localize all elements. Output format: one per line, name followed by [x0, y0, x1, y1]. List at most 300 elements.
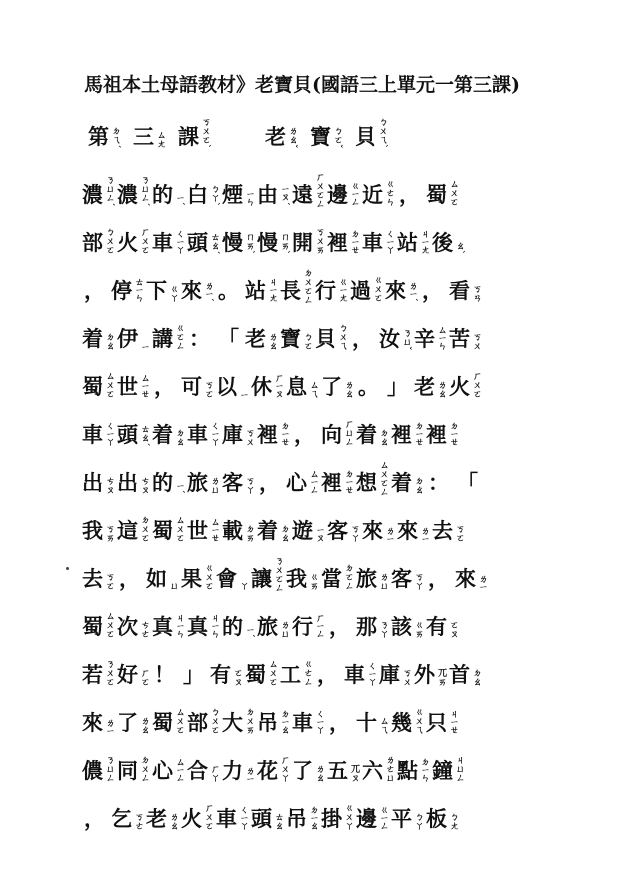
zhuyin-annotation: ㄉㄠ — [174, 428, 184, 446]
annotated-character — [379, 326, 410, 352]
annotated-character — [117, 422, 148, 448]
annotated-character — [362, 518, 393, 544]
annotated-character — [327, 758, 358, 784]
annotated-character — [391, 707, 422, 736]
han-character: 慢 — [257, 230, 278, 255]
han-character: 外 — [414, 662, 435, 687]
zhuyin-annotation: ㄎㄢ — [471, 284, 481, 302]
han-character: 煙 — [222, 182, 243, 207]
annotated-character — [82, 326, 113, 352]
han-character: 合 — [187, 758, 208, 783]
zhuyin-annotation: ㄎㄚ — [244, 476, 254, 494]
zhuyin-annotation: ㄐㄧㄤ — [419, 228, 429, 254]
han-character: 掛 — [321, 806, 342, 831]
zhuyin-annotation: ㄍㄨㄛ — [203, 563, 213, 590]
zhuyin-annotation: ㄏㄛ — [139, 668, 149, 686]
han-character: 蜀 — [82, 374, 103, 399]
zhuyin-annotation: ㄉㄞ — [244, 524, 254, 542]
annotated-character — [449, 278, 480, 304]
han-character: 遠 — [292, 182, 313, 207]
zhuyin-annotation: ㄩ — [168, 581, 178, 590]
annotated-character — [449, 662, 480, 688]
annotated-character — [251, 373, 282, 400]
han-character: 濃 — [117, 182, 138, 207]
zhuyin-annotation: ㄉㄧㄝ — [279, 420, 289, 446]
zhuyin-annotation: ㄌㄠ — [343, 380, 353, 398]
han-character: 過 — [350, 278, 371, 303]
punctuation: 「 — [457, 470, 478, 495]
zhuyin-annotation: ㄊㄠˊ — [139, 423, 149, 446]
zhuyin-annotation: ㄠˋ — [454, 240, 464, 254]
zhuyin-annotation: ㄅㄨㄛ — [209, 707, 219, 734]
annotated-character — [222, 758, 253, 784]
annotated-character — [286, 805, 317, 832]
han-character: 看 — [449, 278, 470, 303]
punctuation: 」 — [183, 662, 204, 687]
han-character: 來 — [397, 518, 418, 543]
text-line — [82, 256, 552, 304]
annotated-character — [391, 421, 422, 448]
han-character: 裡 — [257, 422, 278, 447]
zhuyin-annotation: ㄉㄠ — [413, 476, 423, 494]
zhuyin-annotation: ㄙㄟ — [308, 380, 318, 398]
zhuyin-annotation: ㄎㄨㄛˋ — [200, 116, 210, 148]
annotated-character — [449, 371, 480, 400]
annotated-character — [210, 662, 241, 688]
han-character: 有 — [210, 662, 231, 687]
han-character: 儂 — [82, 758, 103, 783]
annotated-character — [117, 515, 148, 544]
han-character: 世 — [117, 374, 138, 399]
annotated-character — [187, 421, 218, 448]
han-character: 裡 — [321, 470, 342, 495]
annotated-character — [391, 614, 422, 640]
annotated-character — [327, 229, 358, 256]
annotated-character — [117, 470, 148, 496]
annotated-character — [414, 325, 445, 352]
han-character: 這 — [117, 518, 138, 543]
zhuyin-annotation: ㄏㄩㄥ — [343, 419, 353, 446]
zhuyin-annotation: ㄍㄧㄥ — [349, 180, 359, 206]
han-character: 車 — [152, 230, 173, 255]
han-character: 着 — [391, 470, 412, 495]
annotated-character — [152, 323, 183, 352]
annotated-character — [257, 755, 288, 784]
han-character: 首 — [449, 662, 470, 687]
text-line — [82, 640, 552, 688]
lesson-title — [88, 116, 528, 150]
annotated-character — [82, 659, 113, 688]
han-character: 真 — [152, 614, 173, 639]
han-character: 有 — [426, 614, 447, 639]
han-character: 的 — [152, 470, 173, 495]
annotated-character — [152, 422, 183, 448]
zhuyin-annotation: ㄙㄨㄛ — [448, 179, 458, 206]
zhuyin-annotation: ㄍㄞ — [308, 572, 318, 590]
han-character: 那 — [356, 614, 377, 639]
han-character: 讓 — [251, 566, 272, 591]
annotated-character — [362, 755, 393, 784]
annotated-character — [82, 470, 113, 496]
han-character: 老 — [265, 124, 286, 149]
annotated-character — [426, 806, 457, 832]
annotated-character — [385, 278, 416, 304]
zhuyin-annotation: ㄌㄠ — [267, 332, 277, 350]
annotated-character — [414, 374, 445, 400]
punctuation: 。 — [218, 278, 239, 303]
han-character: 載 — [222, 518, 243, 543]
han-character: 頭 — [117, 422, 138, 447]
han-character: 老 — [245, 326, 266, 351]
annotated-character — [315, 323, 346, 352]
annotated-character — [245, 326, 276, 352]
han-character: 乞 — [111, 806, 132, 831]
zhuyin-annotation: ㄉㄛㄥ — [343, 563, 353, 590]
han-character: 頭 — [251, 806, 272, 831]
han-character: 了 — [117, 710, 138, 735]
han-character: 車 — [362, 230, 383, 255]
annotated-character — [379, 662, 410, 688]
annotated-character — [286, 566, 317, 592]
annotated-character — [350, 275, 381, 304]
annotated-character — [146, 566, 177, 592]
punctuation: ： — [428, 470, 449, 495]
annotated-character — [432, 230, 463, 256]
annotated-character — [391, 470, 422, 496]
han-character: 次 — [117, 614, 138, 639]
annotated-character — [455, 566, 486, 592]
zhuyin-annotation: ㄌㄧˊ — [203, 281, 213, 302]
zhuyin-annotation: ㄍㄨㄟ — [413, 707, 423, 734]
annotated-character — [222, 518, 253, 544]
annotated-character — [187, 707, 218, 736]
zhuyin-annotation: ㄌㄠˇ — [287, 125, 297, 148]
annotated-character — [344, 661, 375, 688]
annotated-character — [187, 758, 218, 784]
annotated-character — [181, 563, 212, 592]
han-character: 邊 — [327, 182, 348, 207]
punctuation: ： — [189, 326, 210, 351]
han-character: 客 — [222, 470, 243, 495]
han-character: 火 — [181, 806, 202, 831]
han-character: 頭 — [187, 230, 208, 255]
han-character: 行 — [315, 278, 336, 303]
punctuation: ， — [259, 470, 280, 495]
han-character: 當 — [321, 566, 342, 591]
han-character: 我 — [286, 566, 307, 591]
punctuation: ， — [399, 182, 420, 207]
han-character: 站 — [397, 230, 418, 255]
annotated-character — [82, 421, 113, 448]
annotated-character — [292, 227, 323, 256]
annotated-character — [216, 374, 247, 400]
han-character: 火 — [117, 230, 138, 255]
han-character: 的 — [152, 182, 173, 207]
annotated-character — [414, 662, 445, 688]
annotated-character — [245, 659, 276, 688]
text-line — [82, 208, 552, 256]
annotated-character — [117, 227, 148, 256]
zhuyin-annotation: ㄧˊ — [174, 482, 184, 494]
han-character: 遊 — [292, 518, 313, 543]
han-character: 如 — [146, 566, 167, 591]
annotated-character — [327, 181, 358, 208]
annotated-character — [117, 614, 148, 640]
annotated-character — [356, 422, 387, 448]
text-line — [82, 352, 552, 400]
punctuation: ， — [84, 806, 105, 831]
han-character: 去 — [82, 566, 103, 591]
annotated-character — [152, 470, 183, 496]
han-character: 裡 — [327, 230, 348, 255]
annotated-character — [426, 179, 457, 208]
han-character: 息 — [286, 374, 307, 399]
han-character: 向 — [321, 422, 342, 447]
zhuyin-annotation: ㄎㄜ — [133, 812, 143, 830]
annotated-character — [257, 709, 288, 736]
zhuyin-annotation: ㄌㄩ — [378, 572, 388, 590]
annotated-character — [265, 124, 296, 150]
han-character: 來 — [82, 710, 103, 735]
zhuyin-annotation: ㄙㄨㄛ — [174, 707, 184, 734]
text-line — [82, 784, 552, 832]
han-character: 去 — [432, 518, 453, 543]
annotated-character — [292, 518, 323, 544]
han-character: 貝 — [315, 326, 336, 351]
han-character: 吊 — [286, 806, 307, 831]
han-character: 伊 — [117, 326, 138, 351]
han-character: 部 — [187, 710, 208, 735]
han-character: 板 — [426, 806, 447, 831]
annotated-character — [432, 518, 463, 544]
han-character: 下 — [146, 278, 167, 303]
zhuyin-annotation: ㄌㄧˊ — [407, 281, 417, 302]
annotated-character — [222, 470, 253, 496]
han-character: 可 — [181, 374, 202, 399]
zhuyin-annotation: ㄉㄧㄠ — [279, 708, 289, 734]
zhuyin-annotation: ㄊㄧㄣ — [133, 276, 143, 302]
annotated-character — [251, 556, 282, 592]
zhuyin-annotation: ㄋㄩㄥˊ — [139, 174, 149, 206]
annotated-character — [426, 709, 457, 736]
han-character: 車 — [292, 710, 313, 735]
han-character: 平 — [391, 806, 412, 831]
annotated-character — [321, 563, 352, 592]
zhuyin-annotation: ㄎㄛ — [454, 524, 464, 542]
annotated-character — [432, 755, 463, 784]
annotated-character — [245, 277, 276, 304]
han-character: 着 — [152, 422, 173, 447]
zhuyin-annotation: ㄧ — [238, 390, 248, 398]
lesson-body — [82, 160, 552, 832]
text-line — [82, 496, 552, 544]
annotated-character — [88, 124, 119, 150]
annotated-character — [111, 806, 142, 832]
annotated-character — [257, 182, 288, 208]
annotated-character — [251, 806, 282, 832]
annotated-character — [152, 613, 183, 640]
annotated-character — [280, 268, 311, 304]
han-character: 蜀 — [152, 518, 173, 543]
annotated-character — [362, 229, 393, 256]
han-character: 工 — [280, 662, 301, 687]
han-character: 寶 — [280, 326, 301, 351]
han-character: 蜀 — [152, 710, 173, 735]
han-character: 行 — [292, 614, 313, 639]
annotated-character — [355, 117, 386, 151]
annotated-character — [426, 421, 457, 448]
han-character: 來 — [362, 518, 383, 543]
zhuyin-annotation: ㄑㄧㄚ — [366, 660, 376, 686]
han-character: 停 — [111, 278, 132, 303]
zhuyin-annotation: ㄌㄠ — [139, 716, 149, 734]
zhuyin-annotation: ㄐㄧㄣ — [209, 612, 219, 638]
han-character: 着 — [356, 422, 377, 447]
annotated-character — [216, 805, 247, 832]
han-character: 邊 — [356, 806, 377, 831]
text-line — [82, 400, 552, 448]
punctuation: ， — [84, 278, 105, 303]
zhuyin-annotation: ㄘㄡ — [104, 476, 114, 494]
zhuyin-annotation: ㄌㄧ — [104, 717, 114, 734]
zhuyin-annotation: ㄋㄩㄥ — [104, 755, 114, 782]
han-character: 站 — [245, 278, 266, 303]
han-character: 五 — [327, 758, 348, 783]
annotated-character — [82, 611, 113, 640]
annotated-character — [356, 460, 387, 496]
zhuyin-annotation: ㄙㄧㄥ — [174, 756, 184, 782]
annotated-character — [82, 518, 113, 544]
zhuyin-annotation: ㄎㄛ — [104, 572, 114, 590]
punctuation: ， — [352, 326, 373, 351]
text-line — [82, 448, 552, 496]
han-character: 老 — [146, 806, 167, 831]
han-character: 講 — [152, 326, 173, 351]
zhuyin-annotation: ㄅㄛ — [302, 332, 312, 350]
han-character: 旅 — [257, 614, 278, 639]
text-line — [82, 688, 552, 736]
han-character: 車 — [344, 662, 365, 687]
han-character: 以 — [216, 374, 237, 399]
han-character: 由 — [257, 182, 278, 207]
annotated-character — [391, 806, 422, 832]
text-line — [82, 544, 552, 592]
punctuation: ！ — [154, 662, 175, 687]
zhuyin-annotation: ㄋㄨㄛ — [104, 659, 114, 686]
han-character: 汝 — [379, 326, 400, 351]
annotated-character — [257, 421, 288, 448]
han-character: 出 — [82, 470, 103, 495]
annotated-character — [280, 659, 311, 688]
text-line — [82, 736, 552, 784]
zhuyin-annotation: ㄑㄧㄚ — [104, 420, 114, 446]
han-character: 後 — [432, 230, 453, 255]
zhuyin-annotation: ㄑㄧㄚ — [209, 420, 219, 446]
zhuyin-annotation: ㄎㄛ — [203, 380, 213, 398]
han-character: 六 — [362, 758, 383, 783]
han-character: 好 — [117, 662, 138, 687]
lesson-header: 馬祖本土母語教材》老寶貝(國語三上單元一第三課) — [84, 74, 520, 96]
han-character: 出 — [117, 470, 138, 495]
han-character: 十 — [356, 710, 377, 735]
zhuyin-annotation: ㄉㄠ — [378, 428, 388, 446]
annotated-character — [82, 371, 113, 400]
zhuyin-annotation: ㄌㄠ — [168, 812, 178, 830]
annotated-character — [292, 709, 323, 736]
zhuyin-annotation: ㄛㄡ — [232, 668, 242, 686]
annotated-character — [321, 419, 352, 448]
text-line — [82, 592, 552, 640]
han-character: 吊 — [257, 710, 278, 735]
han-character: 蜀 — [426, 182, 447, 207]
han-character: 貝 — [355, 124, 376, 149]
han-character: 開 — [292, 230, 313, 255]
han-character: 該 — [391, 614, 412, 639]
annotated-character — [152, 182, 183, 208]
han-character: 白 — [187, 182, 208, 207]
zhuyin-annotation: ㄍㄚ — [168, 284, 178, 302]
annotated-character — [310, 124, 341, 150]
han-character: 車 — [187, 422, 208, 447]
zhuyin-annotation: ㄊㄠ — [273, 812, 283, 830]
zhuyin-annotation: ㄉㄧㄠ — [308, 804, 318, 830]
zhuyin-annotation: ㄅㄤ — [448, 812, 458, 830]
zhuyin-annotation: ㄐㄧㄤ — [267, 276, 277, 302]
zhuyin-annotation: ㄙㄨㄛ — [174, 515, 184, 542]
zhuyin-annotation: ㄏㄨㄛ — [471, 371, 481, 398]
annotated-character — [133, 124, 164, 150]
zhuyin-annotation: ㄋㄩˇ — [401, 327, 411, 350]
annotated-character — [327, 518, 358, 544]
zhuyin-annotation: ㄌㄩ — [209, 476, 219, 494]
annotated-character — [187, 182, 218, 208]
zhuyin-annotation: ㄉㄠ — [104, 332, 114, 350]
annotated-character — [181, 278, 212, 304]
han-character: 大 — [222, 710, 243, 735]
han-character: 着 — [257, 518, 278, 543]
han-character: 真 — [187, 614, 208, 639]
zhuyin-annotation: ㄉㄠ — [279, 524, 289, 542]
zhuyin-annotation: ㄉㄧㄝ — [349, 228, 359, 254]
annotated-character — [117, 326, 148, 352]
annotated-character — [257, 518, 288, 544]
annotated-character — [117, 373, 148, 400]
annotated-character — [449, 326, 480, 352]
annotated-character — [117, 710, 148, 736]
punctuation: ， — [422, 278, 443, 303]
han-character: 着 — [82, 326, 103, 351]
han-character: 第 — [88, 124, 109, 149]
zhuyin-annotation: ㄘㄡ — [139, 476, 149, 494]
zhuyin-annotation: ㄑㄧㄚ — [174, 228, 184, 254]
zhuyin-annotation: ㄉㄨㄥ — [139, 755, 149, 782]
zhuyin-annotation: ㄅㄨㄛ — [104, 227, 114, 254]
text-line — [82, 160, 552, 208]
annotated-character — [356, 566, 387, 592]
zhuyin-annotation: ㄐㄩㄥ — [454, 755, 464, 782]
zhuyin-annotation: ㄏㄨㄛㄥ — [314, 172, 324, 208]
zhuyin-annotation: ㄙㄨㄛㄥ — [378, 460, 388, 496]
zhuyin-annotation: ㄎㄨ — [244, 428, 254, 446]
zhuyin-annotation: ㄇㄞˋ — [244, 231, 254, 254]
zhuyin-annotation: ㄍㄞ — [413, 620, 423, 638]
annotated-character — [187, 470, 218, 496]
annotated-character — [117, 662, 148, 688]
zhuyin-annotation: ㄍㄨㄛ — [372, 275, 382, 302]
punctuation: 「 — [218, 326, 239, 351]
han-character: 長 — [280, 278, 301, 303]
zhuyin-annotation: ㄉㄠ — [471, 668, 481, 686]
